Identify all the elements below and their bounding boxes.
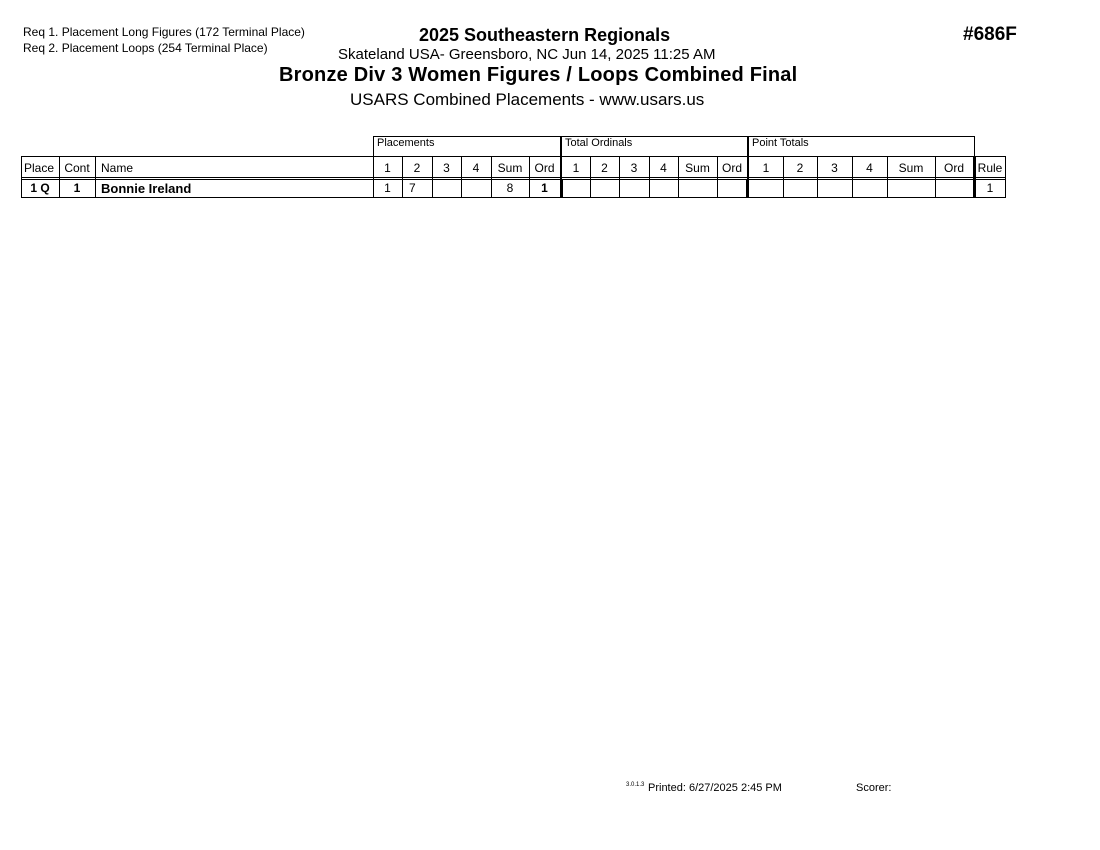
col-header-ordinal-3: 3 <box>630 161 638 175</box>
event-name: Bronze Div 3 Women Figures / Loops Combined Final <box>279 64 798 86</box>
col-header-placement-2: 2 <box>413 161 421 175</box>
row-points-sum <box>887 179 935 197</box>
table-rule-line <box>95 156 96 198</box>
table-rule-line <box>973 156 976 198</box>
row-points-ord <box>935 179 973 197</box>
table-rule-line <box>21 179 1005 180</box>
row-ordinal-2 <box>590 179 619 197</box>
software-version: 3.0.1.3 <box>626 782 645 788</box>
table-rule-line <box>783 156 784 198</box>
table-rule-line <box>678 156 679 198</box>
row-points-2 <box>783 179 817 197</box>
table-rule-line <box>649 156 650 198</box>
table-rule-line <box>560 136 562 157</box>
col-header-points-1: 1 <box>762 161 770 175</box>
col-header-placement-3: 3 <box>443 161 450 175</box>
table-rule-line <box>935 156 936 198</box>
col-header-placement-sum: Sum <box>497 161 523 175</box>
table-rule-line <box>21 197 1005 198</box>
table-rule-line <box>432 156 433 198</box>
col-header-placement-1: 1 <box>384 161 391 175</box>
col-header-points-4: 4 <box>866 161 873 175</box>
row-ordinal-1 <box>562 179 590 197</box>
row-ordinal-ord <box>717 179 747 197</box>
table-rule-line <box>529 156 530 198</box>
table-rule-line <box>402 156 403 198</box>
competition-title: 2025 Southeastern Regionals <box>419 25 671 45</box>
row-skater-name: Bonnie Ireland <box>101 180 192 196</box>
row-placement-4 <box>461 179 491 197</box>
results-table <box>0 0 1100 210</box>
table-rule-line <box>373 136 975 137</box>
scorer-label: Scorer: <box>856 782 892 794</box>
col-header-ordinal-4: 4 <box>660 161 667 175</box>
col-header-ordinal-ord: Ord <box>721 161 742 175</box>
row-placement-2: 7 <box>409 181 416 195</box>
row-points-1 <box>749 179 783 197</box>
group-header-placements: Placements <box>377 137 435 149</box>
row-rule: 1 <box>986 181 994 195</box>
event-number: #686F <box>963 24 1017 45</box>
col-header-rule: Rule <box>977 161 1003 175</box>
table-rule-line <box>817 156 818 198</box>
row-placement-ord: 1 <box>541 181 548 195</box>
row-placement-sum: 8 <box>506 181 514 195</box>
table-rule-line <box>887 156 888 198</box>
col-header-ordinal-sum: Sum <box>685 161 710 175</box>
col-header-cont: Cont <box>64 161 90 175</box>
table-rule-line <box>852 156 853 198</box>
row-place: 1 Q <box>30 181 50 195</box>
table-rule-line <box>59 156 60 198</box>
table-rule-line <box>746 179 749 198</box>
row-placement-3 <box>432 179 461 197</box>
group-header-point-totals: Point Totals <box>752 137 809 149</box>
requirement-1: Req 1. Placement Long Figures (172 Terminal Place) <box>23 25 305 39</box>
col-header-placement-ord: Ord <box>534 161 555 175</box>
col-header-placement-4: 4 <box>472 161 480 175</box>
row-points-4 <box>852 179 887 197</box>
table-rule-line <box>461 156 462 198</box>
table-rule-line <box>619 156 620 198</box>
table-rule-line <box>373 156 374 198</box>
col-header-points-sum: Sum <box>898 161 924 175</box>
table-rule-line <box>21 177 1005 178</box>
requirement-2: Req 2. Placement Loops (254 Terminal Place) <box>23 41 268 55</box>
table-rule-line <box>373 136 374 157</box>
row-ordinal-4 <box>649 179 678 197</box>
col-header-points-2: 2 <box>796 161 804 175</box>
col-header-name: Name <box>101 161 134 175</box>
printed-timestamp: Printed: 6/27/2025 2:45 PM <box>648 782 782 794</box>
row-points-3 <box>817 179 852 197</box>
table-rule-line <box>560 179 563 198</box>
table-rule-line <box>21 156 22 198</box>
table-rule-line <box>1005 156 1006 198</box>
results-subtitle: USARS Combined Placements - www.usars.us <box>350 90 705 109</box>
row-ordinal-sum <box>678 179 717 197</box>
row-placement-1: 1 <box>384 181 391 195</box>
col-header-ordinal-2: 2 <box>601 161 608 175</box>
col-header-ordinal-1: 1 <box>572 161 580 175</box>
col-header-points-3: 3 <box>831 161 838 175</box>
row-ordinal-3 <box>619 179 649 197</box>
table-rule-line <box>590 156 591 198</box>
row-cont: 1 <box>73 181 81 195</box>
table-rule-line <box>21 156 1005 157</box>
table-rule-line <box>974 136 975 157</box>
col-header-points-ord: Ord <box>943 161 964 175</box>
table-rule-line <box>491 156 492 198</box>
col-header-place: Place <box>24 161 55 175</box>
table-rule-line <box>747 136 749 157</box>
group-header-total-ordinals: Total Ordinals <box>565 137 633 149</box>
table-rule-line <box>717 156 718 198</box>
venue-date-line: Skateland USA- Greensboro, NC Jun 14, 2025 11:25 AM <box>338 46 716 63</box>
